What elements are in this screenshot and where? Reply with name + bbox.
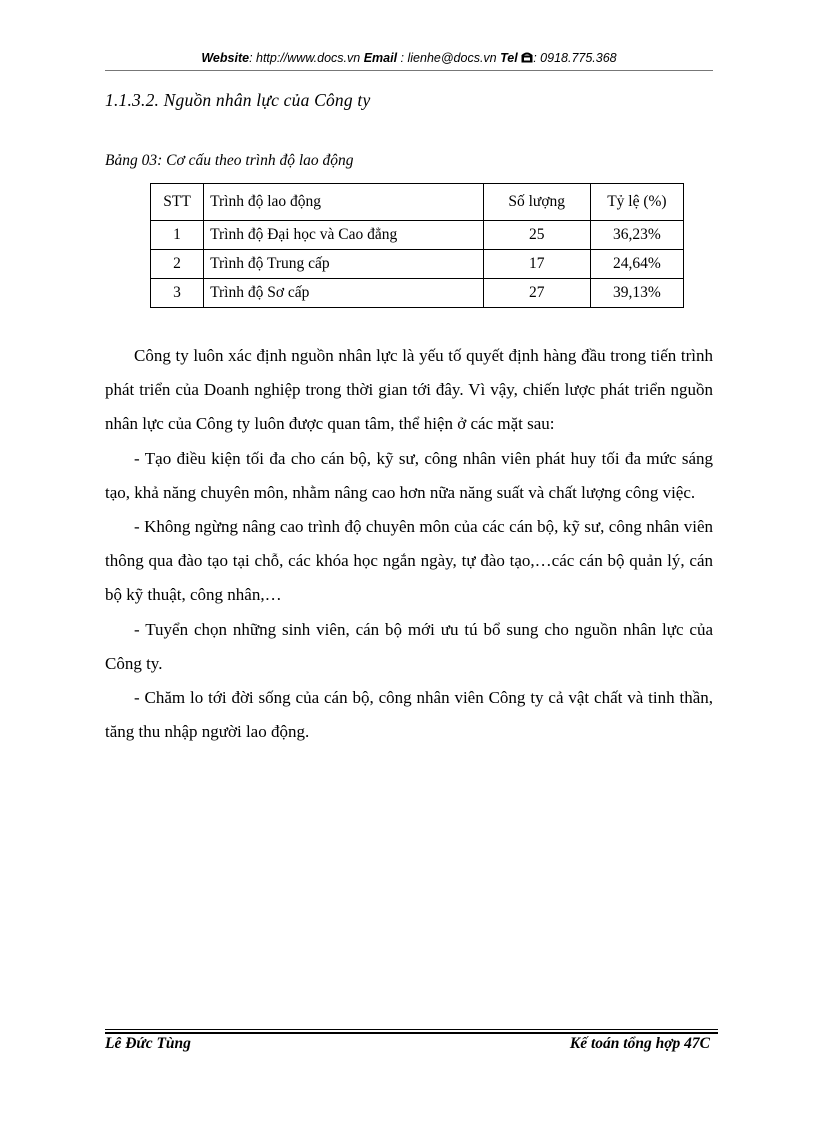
email-label: Email [363, 51, 398, 65]
tel-value: : 0918.775.368 [533, 51, 617, 65]
header-percent: Tỷ lệ (%) [590, 184, 683, 221]
cell-stt: 3 [151, 279, 204, 308]
paragraph-bullet: - Tuyển chọn những sinh viên, cán bộ mới ưu tú bổ sung cho nguồn nhân lực của Công ty. [105, 619, 713, 673]
table-row [151, 221, 684, 250]
cell-percent: 36,23% [590, 221, 683, 250]
cell-stt: 1 [151, 221, 204, 250]
table-row [151, 279, 684, 308]
website-value: : http://www.docs.vn [249, 51, 361, 65]
email-value: : lienhe@docs.vn [397, 51, 497, 65]
footer-author: Lê Đức Tùng [105, 1035, 191, 1052]
footer-divider-thick [105, 1032, 718, 1034]
cell-stt: 2 [151, 250, 204, 279]
page-header [105, 51, 713, 65]
footer-divider-thin [105, 1029, 718, 1030]
workforce-table [150, 183, 684, 308]
phone-icon [521, 52, 533, 63]
footer-class: Kế toán tổng hợp 47C [569, 1035, 710, 1052]
header-divider [105, 70, 713, 71]
tel-label: Tel [500, 51, 518, 65]
cell-level: Trình độ Sơ cấp [204, 279, 484, 308]
website-label: Website [201, 51, 250, 65]
header-stt: STT [151, 184, 204, 221]
table-header-row [151, 184, 684, 221]
section-title: 1.1.3.2. Nguồn nhân lực của Công ty [105, 90, 371, 110]
table-row [151, 250, 684, 279]
cell-level: Trình độ Trung cấp [204, 250, 484, 279]
cell-level: Trình độ Đại học và Cao đẳng [204, 221, 484, 250]
paragraph-bullet: - Tạo điều kiện tối đa cho cán bộ, kỹ sư, công nhân viên phát huy tối đa mức sáng tạo, khả năng chuyên môn, nhằm nâng cao hơn nữa năng suất và chất lượng công việc. [105, 448, 713, 502]
body-text [105, 339, 713, 749]
paragraph-bullet: - Chăm lo tới đời sống của cán bộ, công nhân viên Công ty cả vật chất và tinh thần, tăng thu nhập người lao động. [105, 688, 713, 742]
cell-quantity: 17 [483, 250, 590, 279]
paragraph-bullet: - Không ngừng nâng cao trình độ chuyên môn của các cán bộ, kỹ sư, công nhân viên thông qua đào tạo tại chỗ, các khóa học ngắn ngày, tự đào tạo,…các cán bộ quản lý, cán bộ kỹ thuật, công nhân,… [105, 517, 713, 605]
cell-percent: 39,13% [590, 279, 683, 308]
cell-quantity: 27 [483, 279, 590, 308]
header-quantity: Số lượng [483, 184, 590, 221]
cell-quantity: 25 [483, 221, 590, 250]
paragraph-intro: Công ty luôn xác định nguồn nhân lực là yếu tố quyết định hàng đầu trong tiến trình phát triển của Doanh nghiệp trong thời gian tới đây. Vì vậy, chiến lược phát triển nguồn nhân lực của Công ty luôn được quan tâm, thể hiện ở các mặt sau: [105, 346, 713, 434]
header-level: Trình độ lao động [204, 184, 484, 221]
table-caption: Bảng 03: Cơ cấu theo trình độ lao động [105, 152, 354, 169]
cell-percent: 24,64% [590, 250, 683, 279]
